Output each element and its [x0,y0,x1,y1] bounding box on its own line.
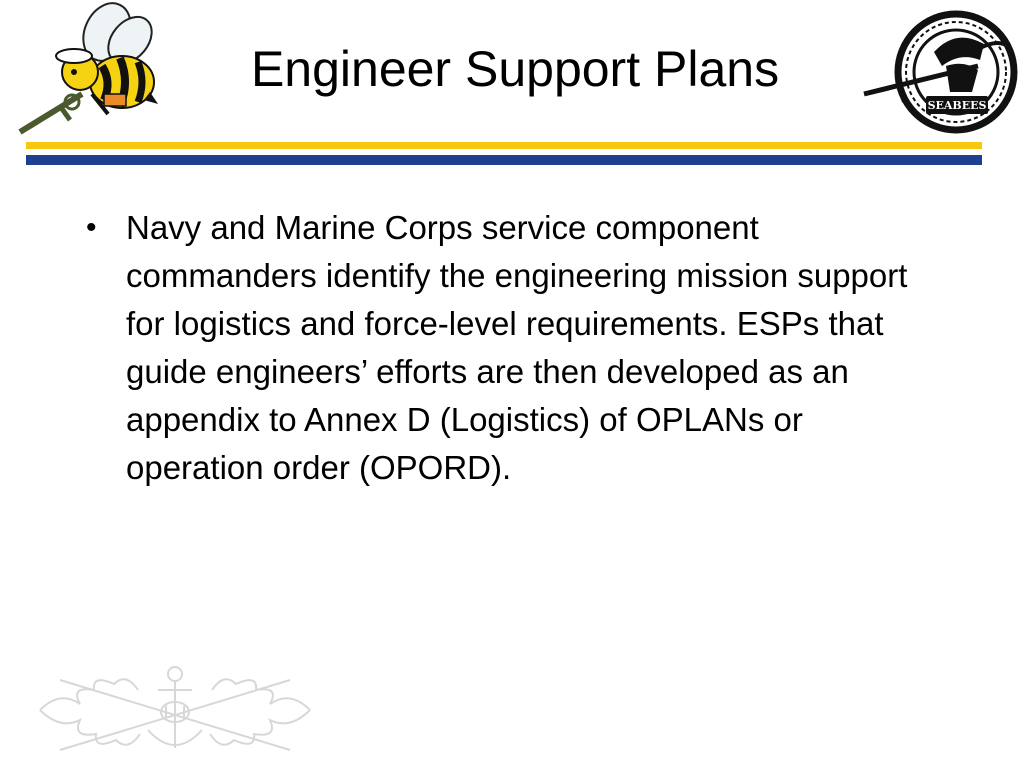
seabees-emblem-icon [860,8,1022,136]
slide-title: Engineer Support Plans [250,41,780,97]
bullet-item [86,204,946,492]
seabees-emblem-text: SEABEES [927,99,987,112]
bullet-list [86,204,946,492]
gold-divider [26,142,982,149]
bullet-text: Navy and Marine Corps service component commanders identify the engineering mission support for logistics and force-level requirements. ESPs that guide engineers’ efforts are then developed as an appendix to Annex D (Logistics) of OPLANs or operation order (OPORD). [126,209,908,486]
blue-divider [26,155,982,165]
seabee-mascot-icon [12,2,162,142]
seabee-combat-warfare-insignia-icon [30,660,320,760]
bullet-marker: • [86,211,97,244]
slide-body [86,204,946,492]
